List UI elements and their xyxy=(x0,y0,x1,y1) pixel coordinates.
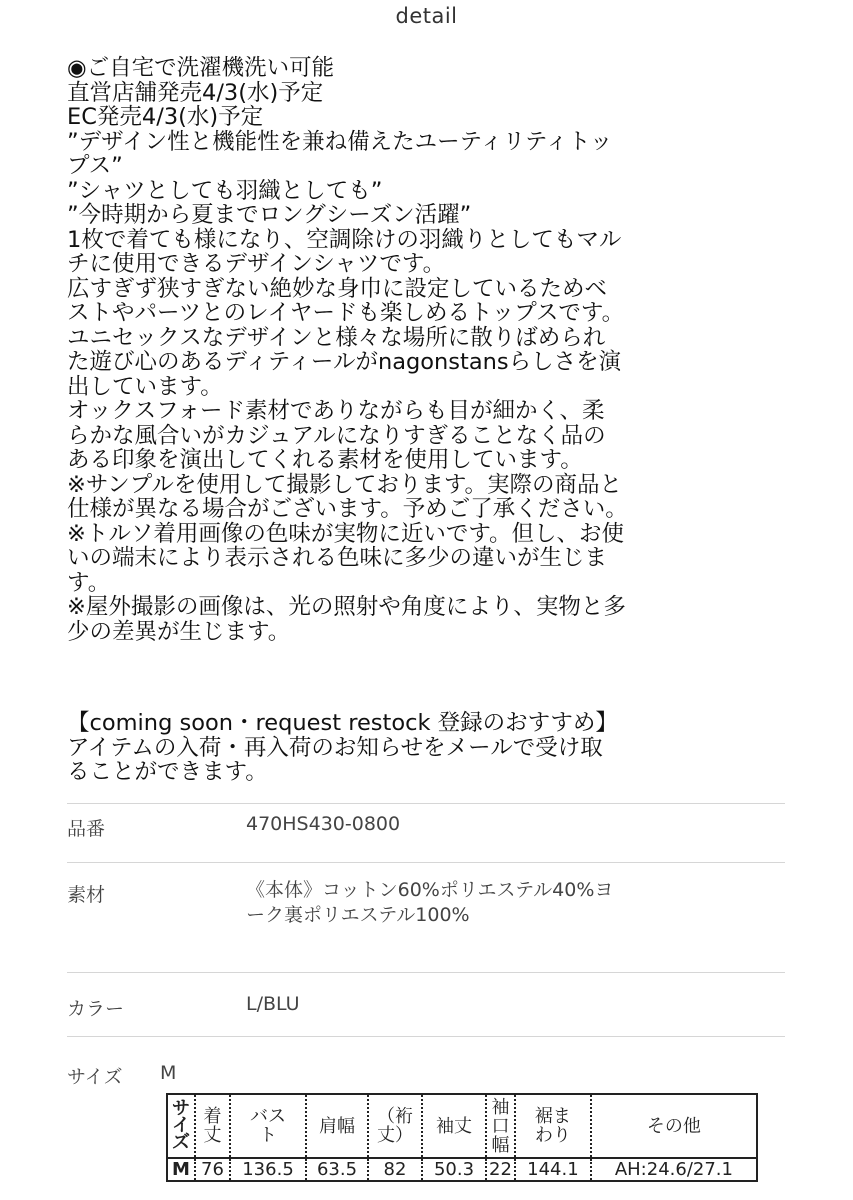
spec-value-product-number: 470HS430-0800 xyxy=(246,813,401,835)
text-line: ある印象を演出してくれる素材を使用しています。 xyxy=(67,447,583,473)
divider xyxy=(67,972,785,973)
text-line: 少の差異が生じます。 xyxy=(67,618,291,645)
text-line: ユニセックスなデザインと様々な場所に散りばめられ xyxy=(67,324,606,351)
size-table-header xyxy=(195,1094,230,1158)
header-text: 幅 xyxy=(491,1134,510,1156)
header-text: 丈 xyxy=(203,1125,222,1146)
size-table-header xyxy=(591,1094,757,1158)
size-table-header xyxy=(230,1094,306,1158)
text-line: オックスフォード素材でありながらも目が細かく、柔 xyxy=(67,398,605,424)
spec-value-material xyxy=(246,878,613,928)
text-line: ”今時期から夏までロングシーズン活躍” xyxy=(67,202,472,228)
size-table-header xyxy=(368,1094,422,1158)
header-text: 袖丈 xyxy=(436,1115,472,1137)
text-line: 広すぎず狭すぎない絶妙な身巾に設定しているためベ xyxy=(67,275,608,302)
size-table-cell: 144.1 xyxy=(515,1158,591,1181)
size-table-header xyxy=(515,1094,591,1158)
spec-value-color: L/BLU xyxy=(246,993,300,1015)
header-text: 着 xyxy=(203,1106,222,1127)
text-line: ◉ご自宅で洗濯機洗い可能 xyxy=(67,55,335,81)
spec-label-product-number: 品番 xyxy=(67,818,106,840)
size-table-row-label: M xyxy=(167,1158,195,1181)
material-line: ーク裏ポリエステル100% xyxy=(246,904,470,926)
header-text: 丈） xyxy=(377,1125,413,1146)
size-table-corner xyxy=(167,1094,195,1158)
size-table-cell: 82 xyxy=(368,1158,422,1181)
text-line: プス” xyxy=(67,153,123,179)
spec-label-color: カラー xyxy=(67,998,125,1020)
header-text: （裄 xyxy=(377,1106,413,1127)
size-table-header-row xyxy=(167,1094,757,1158)
text-line: EC発売4/3(水)予定 xyxy=(67,104,264,130)
size-table xyxy=(166,1093,758,1182)
size-table-cell: AH:24.6/27.1 xyxy=(591,1158,757,1181)
header-text: その他 xyxy=(646,1115,701,1137)
text-line: チに使用できるデザインシャツです。 xyxy=(67,251,446,277)
size-table-corner-text: サイズ xyxy=(172,1098,190,1153)
material-line: 《本体》コットン60%ポリエステル40%ヨ xyxy=(246,879,614,901)
header-text: バス xyxy=(250,1106,286,1127)
size-table-header xyxy=(422,1094,486,1158)
size-table-cell: 50.3 xyxy=(422,1158,486,1181)
text-line: らかな風合いがカジュアルになりすぎることなく品の xyxy=(67,422,606,449)
spec-value-size: M xyxy=(160,1062,177,1084)
header-text: 袖 xyxy=(491,1096,510,1118)
text-line: 1枚で着ても様になり、空調除けの羽織りとしてもマル xyxy=(67,226,622,253)
text-line: ”シャツとしても羽織としても” xyxy=(67,177,383,204)
header-text: 口 xyxy=(491,1115,510,1137)
spec-label-size: サイズ xyxy=(67,1066,123,1088)
text-line: いの端末により表示される色味に多少の違いが生じま xyxy=(67,545,608,571)
text-line: ることができます。 xyxy=(67,759,268,785)
size-table-header xyxy=(306,1094,368,1158)
divider xyxy=(67,803,785,804)
divider xyxy=(67,1036,785,1037)
text-line: 直営店舗発売4/3(水)予定 xyxy=(67,79,324,106)
text-line: 出しています。 xyxy=(67,373,223,400)
text-line: 仕様が異なる場合がございます。予めご了承ください。 xyxy=(67,496,628,522)
text-line: アイテムの入荷・再入荷のお知らせをメールで受け取 xyxy=(67,734,603,761)
header-text: 肩幅 xyxy=(319,1115,355,1137)
text-line: た遊び心のあるディティールがnagonstansらしさを演 xyxy=(67,349,622,375)
header-text: ト xyxy=(259,1125,277,1146)
text-line: ※サンプルを使用して撮影しております。実際の商品と xyxy=(67,471,623,498)
text-line: ”デザイン性と機能性を兼ね備えたユーティリティトッ xyxy=(67,128,613,155)
divider xyxy=(67,862,785,863)
text-line: 【coming soon・request restock 登録のおすすめ】 xyxy=(67,710,618,736)
size-table-cell: 22 xyxy=(486,1158,515,1181)
header-text: 裾ま xyxy=(534,1106,571,1127)
header-text: わり xyxy=(534,1125,571,1146)
spec-label-material: 素材 xyxy=(67,884,106,906)
size-table-cell: 136.5 xyxy=(230,1158,306,1181)
size-table-row xyxy=(167,1158,757,1181)
text-line: す。 xyxy=(67,569,111,596)
product-description xyxy=(67,56,787,644)
text-line: ※屋外撮影の画像は、光の照射や角度により、実物と多 xyxy=(67,594,626,620)
text-line: ストやパーツとのレイヤードも楽しめるトップスです。 xyxy=(67,300,625,326)
restock-notice xyxy=(67,711,787,785)
size-table-header xyxy=(486,1094,515,1158)
size-table-cell: 76 xyxy=(195,1158,230,1181)
page-title: detail xyxy=(395,4,458,28)
size-table-cell: 63.5 xyxy=(306,1158,368,1181)
text-line: ※トルソ着用画像の色味が実物に近いです。但し、お使 xyxy=(67,520,625,547)
